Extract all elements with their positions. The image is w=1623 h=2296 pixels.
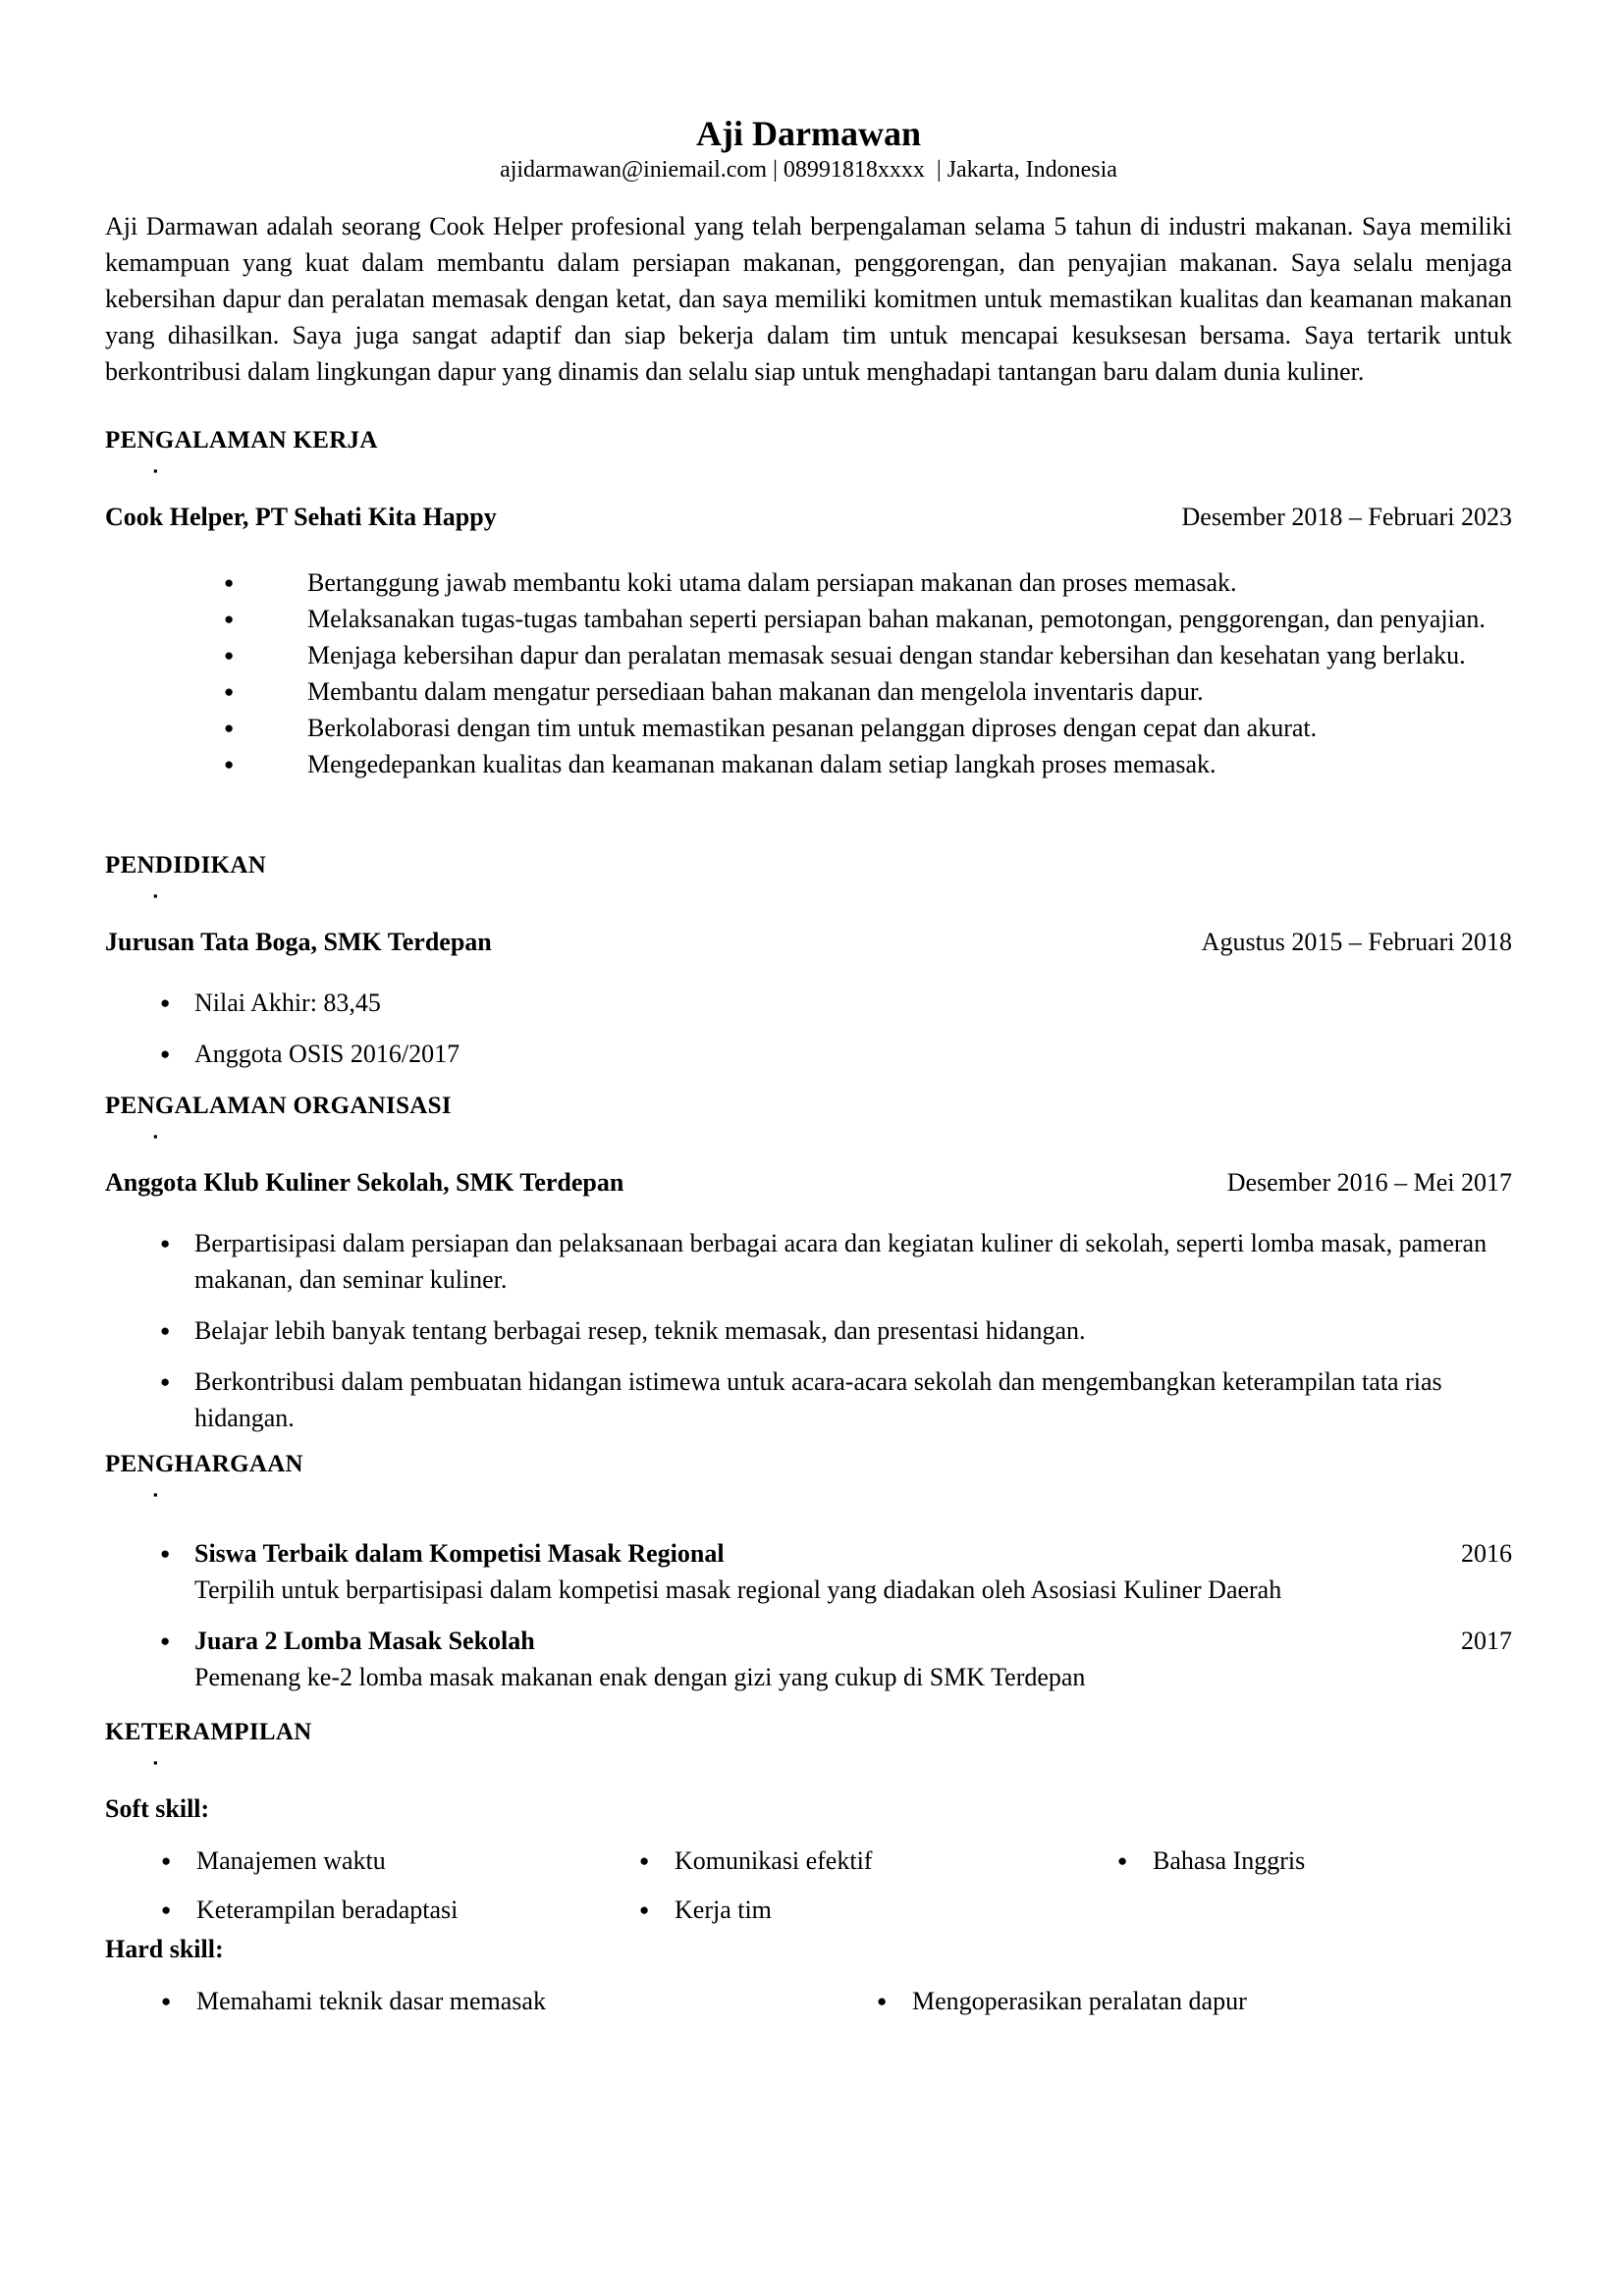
job-title: Cook Helper, PT Sehati Kita Happy xyxy=(105,503,497,531)
section-skills xyxy=(105,1717,1512,2019)
contact-line: ajidarmawan@iniemail.com | 08991818xxxx | Jakarta, Indonesia xyxy=(500,157,1117,183)
education-date-range: Agustus 2015 – Februari 2018 xyxy=(1201,928,1512,956)
experience-bullet: ● Melaksanakan tugas-tugas tambahan seperti persiapan bahan makanan, pemotongan, penggorengan, dan penyajian. xyxy=(105,601,1512,637)
award-year: 2017 xyxy=(1461,1627,1512,1655)
award-header xyxy=(194,1535,1512,1572)
award-header xyxy=(194,1623,1512,1659)
resume-header xyxy=(105,114,1512,185)
organization-bullet-list xyxy=(105,1225,1512,1436)
organization-date-range: Desember 2016 – Mei 2017 xyxy=(1226,1168,1512,1197)
candidate-name: Aji Darmawan xyxy=(696,114,921,153)
experience-entry-header xyxy=(105,499,1512,535)
soft-skill-grid xyxy=(105,1842,1512,1928)
award-title: ● Siswa Terbaik dalam Kompetisi Masak Regional xyxy=(194,1539,725,1568)
award-year: 2016 xyxy=(1461,1539,1512,1568)
soft-skill-item: ● Keterampilan beradaptasi xyxy=(105,1892,583,1928)
experience-bullet: ● Menjaga kebersihan dapur dan peralatan memasak sesuai dengan standar kebersihan dan kesehatan yang berlaku. xyxy=(105,637,1512,673)
job-date-range: Desember 2018 – Februari 2023 xyxy=(1181,503,1512,531)
section-experience xyxy=(105,425,1512,782)
section-heading-experience: PENGALAMAN KERJA xyxy=(105,427,378,454)
hard-skill-label: Hard skill: xyxy=(105,1935,224,1963)
section-heading-awards: PENGHARGAAN xyxy=(105,1451,303,1477)
section-heading-education: PENDIDIKAN xyxy=(105,852,267,879)
section-organization xyxy=(105,1091,1512,1436)
section-marker-icon: ▪ xyxy=(153,1755,158,1770)
soft-skill-item: ● Bahasa Inggris xyxy=(1061,1842,1512,1879)
hard-skill-grid xyxy=(105,1983,1512,2019)
soft-skill-item: ● Komunikasi efektif xyxy=(583,1842,1061,1879)
soft-skill-item: ● Kerja tim xyxy=(583,1892,1061,1928)
experience-bullet-list xyxy=(105,564,1512,782)
section-education xyxy=(105,850,1512,1072)
award-description: Pemenang ke-2 lomba masak makanan enak dengan gizi yang cukup di SMK Terdepan xyxy=(194,1663,1086,1691)
organization-bullet: ● Berkontribusi dalam pembuatan hidangan istimewa untuk acara-acara sekolah dan mengembangkan keterampilan tata rias hidangan. xyxy=(105,1363,1512,1436)
education-entry-header xyxy=(105,924,1512,960)
education-bullet: ● Nilai Akhir: 83,45 xyxy=(105,985,1512,1021)
education-title: Jurusan Tata Boga, SMK Terdepan xyxy=(105,928,492,956)
section-marker-icon: ▪ xyxy=(153,1487,158,1502)
organization-title: Anggota Klub Kuliner Sekolah, SMK Terdepan xyxy=(105,1168,624,1197)
experience-bullet: ● Mengedepankan kualitas dan keamanan makanan dalam setiap langkah proses memasak. xyxy=(105,746,1512,782)
experience-bullet: ● Berkolaborasi dengan tim untuk memastikan pesanan pelanggan diproses dengan cepat dan akurat. xyxy=(105,710,1512,746)
section-marker-icon: ▪ xyxy=(153,1129,158,1144)
section-marker-icon: ▪ xyxy=(153,463,158,478)
hard-skill-item: ● Mengoperasikan peralatan dapur xyxy=(821,1983,1512,2019)
awards-list xyxy=(105,1535,1512,1695)
experience-bullet: ● Bertanggung jawab membantu koki utama dalam persiapan makanan dan proses memasak. xyxy=(105,564,1512,601)
award-item xyxy=(105,1535,1512,1608)
section-heading-organization: PENGALAMAN ORGANISASI xyxy=(105,1093,452,1119)
section-marker-icon: ▪ xyxy=(153,888,158,903)
award-description: Terpilih untuk berpartisipasi dalam kompetisi masak regional yang diadakan oleh Asosiasi Kuliner Daerah xyxy=(194,1575,1282,1604)
award-item xyxy=(105,1623,1512,1695)
soft-skill-item: ● Manajemen waktu xyxy=(105,1842,583,1879)
summary-paragraph: Aji Darmawan adalah seorang Cook Helper profesional yang telah berpengalaman selama 5 tahun di industri makanan. Saya memiliki kemampuan yang kuat dalam membantu dalam persiapan makanan, penggorengan, dan penyajian makanan. Saya selalu menjaga kebersihan dapur dan peralatan memasak dengan ketat, dan saya memiliki komitmen untuk memastikan kualitas dan keamanan makanan yang dihasilkan. Saya juga sangat adaptif dan siap bekerja dalam tim untuk mencapai kesuksesan bersama. Saya tertarik untuk berkontribusi dalam lingkungan dapur yang dinamis dan selalu siap untuk menghadapi tantangan baru dalam dunia kuliner. xyxy=(105,212,1512,386)
organization-bullet: ● Berpartisipasi dalam persiapan dan pelaksanaan berbagai acara dan kegiatan kuliner di sekolah, seperti lomba masak, pameran makanan, dan seminar kuliner. xyxy=(105,1225,1512,1298)
hard-skill-item: ● Memahami teknik dasar memasak xyxy=(105,1983,821,2019)
soft-skill-label: Soft skill: xyxy=(105,1794,210,1823)
education-bullet: ● Anggota OSIS 2016/2017 xyxy=(105,1036,1512,1072)
organization-bullet: ● Belajar lebih banyak tentang berbagai resep, teknik memasak, dan presentasi hidangan. xyxy=(105,1312,1512,1349)
experience-bullet: ● Membantu dalam mengatur persediaan bahan makanan dan mengelola inventaris dapur. xyxy=(105,673,1512,710)
award-title: ● Juara 2 Lomba Masak Sekolah xyxy=(194,1627,535,1655)
section-awards xyxy=(105,1449,1512,1695)
section-heading-skills: KETERAMPILAN xyxy=(105,1719,312,1745)
organization-entry-header xyxy=(105,1164,1512,1201)
education-bullet-list xyxy=(105,985,1512,1072)
